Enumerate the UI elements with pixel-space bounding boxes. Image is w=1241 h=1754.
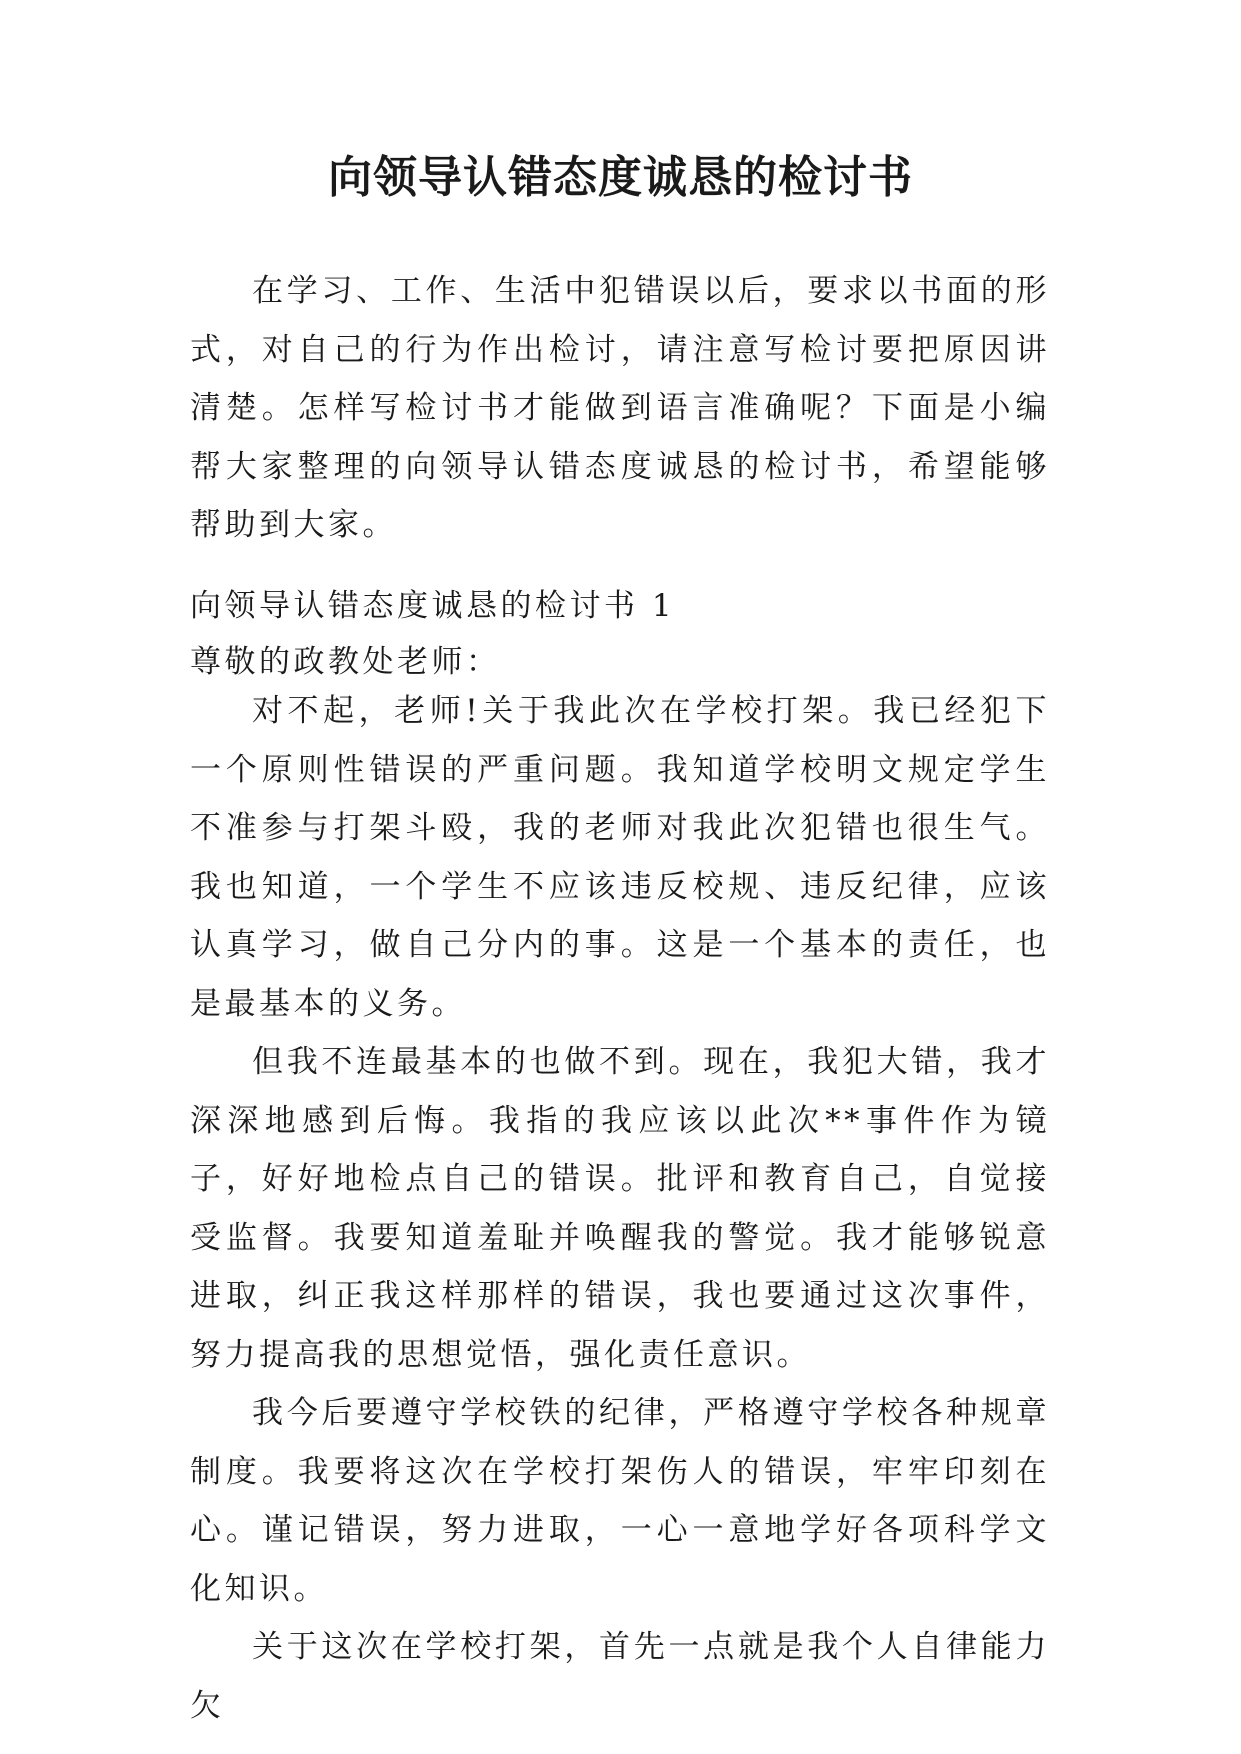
body-paragraph-2: 但我不连最基本的也做不到。现在，我犯大错，我才深深地感到后悔。我指的我应该以此次**事件作为镜子，好好地检点自己的错误。批评和教育自己，自觉接受监督。我要知道羞耻并唤醒我的警觉。我才能够锐意进取，纠正我这样那样的错误，我也要通过这次事件，努力提高我的思想觉悟，强化责任意识。 [190, 1044, 1050, 1373]
body-paragraph-3: 我今后要遵守学校铁的纪律，严格遵守学校各种规章制度。我要将这次在学校打架伤人的错误，牢牢印刻在心。谨记错误，努力进取，一心一意地学好各项科学文化知识。 [190, 1395, 1050, 1607]
salutation: 尊敬的政教处老师： [190, 644, 501, 680]
section-title: 向领导认错态度诚恳的检讨书 1 [190, 588, 676, 624]
intro-paragraph: 在学习、工作、生活中犯错误以后，要求以书面的形式，对自己的行为作出检讨，请注意写检讨要把原因讲清楚。怎样写检讨书才能做到语言准确呢？下面是小编帮大家整理的向领导认错态度诚恳的检讨书，希望能够帮助到大家。 [190, 273, 1050, 543]
body-paragraph-1: 对不起，老师!关于我此次在学校打架。我已经犯下一个原则性错误的严重问题。我知道学校明文规定学生不准参与打架斗殴，我的老师对我此次犯错也很生气。我也知道，一个学生不应该违反校规、违反纪律，应该认真学习，做自己分内的事。这是一个基本的责任，也是最基本的义务。 [190, 693, 1050, 1022]
letter-body [190, 682, 1050, 1735]
body-paragraph-4: 关于这次在学校打架，首先一点就是我个人自律能力欠 [190, 1629, 1050, 1724]
document-title: 向领导认错态度诚恳的检讨书 [328, 152, 913, 203]
